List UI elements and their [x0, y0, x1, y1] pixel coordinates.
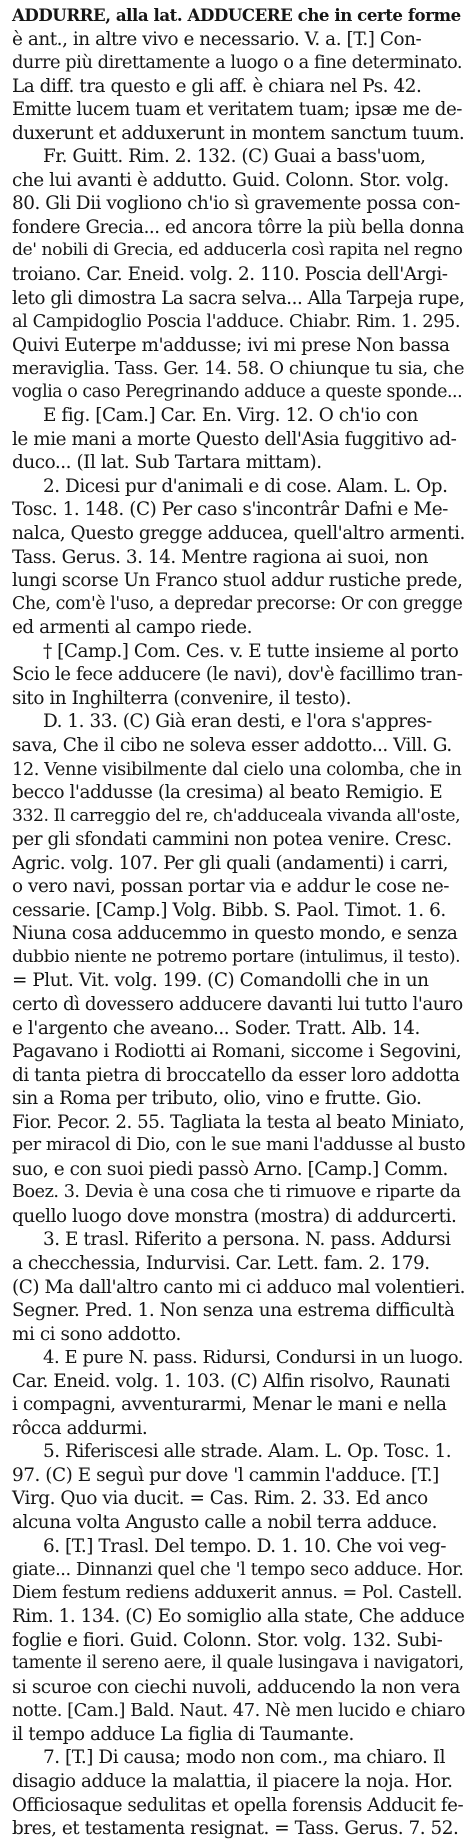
entry-line: le mie mani a morte Questo dell'Asia fuggitivo ad- — [12, 428, 457, 450]
entry-line: fondere Grecia... ed ancora tôrre la più bella donna — [12, 216, 464, 238]
entry-line: per gli sfondati cammini non potea venire. Cresc. — [12, 829, 452, 851]
entry-line: Car. Eneid. volg. 1. 103. (C) Alfin risolvo, Raunati — [12, 1370, 450, 1392]
entry-line: e l'argento che aveano... Soder. Tratt. Alb. 14. — [12, 1017, 420, 1039]
entry-line: disagio adduce la malattia, il piacere la noja. Hor. — [12, 1771, 453, 1793]
entry-line: mi ci sono addotto. — [12, 1323, 181, 1345]
entry-line: rôcca addurmi. — [12, 1417, 148, 1439]
entry-line: nalca, Questo gregge adducea, quell'altro armenti. — [12, 523, 465, 545]
entry-line: 4. E pure N. pass. Ridursi, Condursi in un luogo. — [43, 1347, 464, 1369]
entry-line: 332. Il carreggio del re, ch'adduceala vivanda all'oste, — [12, 805, 461, 826]
entry-line: alcuna volta Angusto calle a nobil terra adduce. — [12, 1512, 437, 1533]
entry-line: che lui avanti è addutto. Guid. Colonn. Stor. volg. — [12, 169, 449, 191]
entry-line: sito in Inghilterra (convenire, il testo). — [12, 687, 352, 709]
entry-line: 6. [T.] Trasl. Del tempo. D. 1. 10. Che voi veg- — [43, 1535, 447, 1557]
entry-line: Tosc. 1. 148. (C) Per caso s'incontrâr Dafni e Me- — [12, 499, 448, 521]
entry-line: certo dì dovessero adducere davanti lui tutto l'auro — [12, 993, 463, 1015]
entry-line: Emitte lucem tuam et veritatem tuam; ipsæ me de- — [12, 99, 462, 121]
entry-line: Che, com'è l'uso, a depredar precorse: Or con gregge — [12, 593, 463, 614]
entry-line: Diem festum rediens adduxerit annus. = Pol. Castell. — [12, 1582, 462, 1603]
entry-line: becco l'addusse (la cresima) al beato Remigio. E — [12, 782, 443, 804]
entry-line: Tass. Gerus. 3. 14. Mentre ragiona ai suoi, non — [12, 546, 429, 568]
entry-line: il tempo adduce La figlia di Taumante. — [12, 1723, 354, 1745]
entry-line: ed armenti al campo riede. — [12, 617, 252, 639]
entry-line: al Campidoglio Poscia l'adduce. Chiabr. Rim. 1. 295. — [12, 311, 461, 333]
entry-line: 2. Dicesi pur d'animali e di cose. Alam. L. Op. — [43, 475, 448, 497]
entry-line: (C) Ma dall'altro canto mi ci adduco mal volentieri. — [12, 1276, 466, 1298]
entry-line: Scio le fece adducere (le navi), dov'è facillimo tran- — [12, 664, 463, 686]
entry-line: quello luogo dove monstra (mostra) di addurcerti. — [12, 1205, 457, 1227]
entry-line: duxerunt et adduxerunt in montem sanctum tuum. — [12, 122, 465, 144]
entry-line: a checchessia, Indurvisi. Car. Lett. fam. 2. 179. — [12, 1252, 430, 1274]
entry-line: Pagavano i Rodiotti ai Romani, siccome i Segovini, — [12, 1041, 462, 1063]
entry-line: meraviglia. Tass. Ger. 14. 58. O chiunque tu sia, che — [12, 358, 465, 380]
entry-line: D. 1. 33. (C) Già eran desti, e l'ora s'appres- — [43, 711, 432, 733]
entry-line: duco... (Il lat. Sub Tartara mittam). — [12, 452, 322, 474]
entry-line: 3. E trasl. Riferito a persona. N. pass. Addursi — [43, 1229, 451, 1251]
entry-line: giate... Dinnanzi quel che 'l tempo seco adduce. Hor. — [12, 1559, 464, 1581]
entry-line: suo, e con suoi piedi passò Arno. [Camp.] Comm. — [12, 1158, 448, 1180]
entry-line: notte. [Cam.] Bald. Naut. 47. Nè men lucido e chiaro — [12, 1700, 465, 1722]
entry-line: Quivi Euterpe m'addusse; ivi mi prese Non bassa — [12, 334, 450, 356]
entry-line: Segner. Pred. 1. Non senza una estrema difficultà — [12, 1300, 455, 1322]
entry-line: La diff. tra questo e gli aff. è chiara nel Ps. 42. — [12, 75, 422, 97]
entry-line: Rim. 1. 134. (C) Eo somiglio alla state, Che adduce — [12, 1606, 465, 1628]
entry-line: 5. Riferiscesi alle strade. Alam. L. Op. Tosc. 1. — [43, 1441, 452, 1463]
entry-line: 12. Venne visibilmente dal cielo una colomba, che in — [12, 758, 462, 780]
entry-line: durre più direttamente a luogo o a fine determinato. — [12, 52, 463, 74]
entry-line: i compagni, avventurarmi, Menar le mani e nella — [12, 1394, 447, 1416]
entry-line: è ant., in altre vivo e necessario. V. a. [T.] Con- — [12, 28, 422, 50]
entry-line: Virg. Quo via ducit. = Cas. Rim. 2. 33. Ed anco — [12, 1488, 428, 1510]
entry-line: per miracol di Dio, con le sue mani l'addusse al busto — [12, 1135, 466, 1156]
dictionary-entry-addurre — [12, 4, 465, 1841]
entry-line: troiano. Car. Eneid. volg. 2. 110. Poscia dell'Argi- — [12, 264, 448, 286]
entry-line: o vero navi, possan portar via e addur le cose ne- — [12, 876, 450, 898]
entry-line: di tanta pietra di broccatello da esser loro addotta — [12, 1064, 460, 1086]
entry-line: Fior. Pecor. 2. 55. Tagliata la testa al beato Miniato, — [12, 1111, 465, 1133]
entry-line: sin a Roma per tributo, olio, vino e frutte. Gio. — [12, 1088, 422, 1110]
entry-line: Niuna cosa adducemmo in questo mondo, e senza — [12, 923, 458, 945]
entry-line: si scuroe con ciechi nuvoli, adducendo la non vera — [12, 1676, 460, 1698]
entry-line: dubbio niente ne potremo portare (intulimus, il testo). — [12, 946, 461, 967]
entry-line: lungi scorse Un Franco stuol addur rustiche prede, — [12, 570, 463, 592]
entry-line: E fig. [Cam.] Car. En. Virg. 12. O ch'io con — [43, 405, 418, 427]
entry-line: foglie e fiori. Guid. Colonn. Stor. volg. 132. Subi- — [12, 1629, 443, 1651]
entry-line: bres, et testamenta resignat. = Tass. Gerus. 7. 52. — [12, 1818, 459, 1840]
entry-line: 7. [T.] Di causa; modo non com., ma chiaro. Il — [43, 1747, 446, 1769]
entry-line: Fr. Guitt. Rim. 2. 132. (C) Guai a bass'uom, — [43, 146, 426, 168]
entry-line: † [Camp.] Com. Ces. v. E tutte insieme al porto — [43, 640, 459, 662]
entry-line: 97. (C) E seguì pur dove 'l cammin l'adduce. [T.] — [12, 1464, 439, 1486]
entry-line: cessarie. [Camp.] Volg. Bibb. S. Paol. Timot. 1. 6. — [12, 899, 446, 921]
entry-line: voglia o caso Peregrinando adduce a queste sponde... — [12, 381, 463, 402]
entry-line: 80. Gli Dii vogliono ch'io sì gravemente possa con- — [12, 193, 460, 215]
entry-line: Agric. volg. 107. Per gli quali (andamenti) i carri, — [12, 852, 449, 874]
entry-line: leto gli dimostra La sacra selva... Alla Tarpeja rupe, — [12, 287, 465, 309]
entry-line: Officiosaque sedulitas et opella forensis Adducit fe- — [12, 1794, 464, 1816]
entry-line: sava, Che il cibo ne soleva esser addotto... Vill. G. — [12, 734, 452, 756]
entry-line: Boez. 3. Devia è una cosa che ti rimuove e riparte da — [12, 1182, 461, 1203]
entry-line: = Plut. Vit. volg. 199. (C) Comandolli che in un — [12, 970, 429, 992]
entry-line: ADDURRE, alla lat. ADDUCERE che in certe forme — [12, 5, 461, 25]
entry-line: tamente il sereno aere, il quale lusingava i navigatori, — [12, 1653, 464, 1674]
entry-line: de' nobili di Grecia, ed adducerla così rapita nel regno — [12, 240, 463, 261]
